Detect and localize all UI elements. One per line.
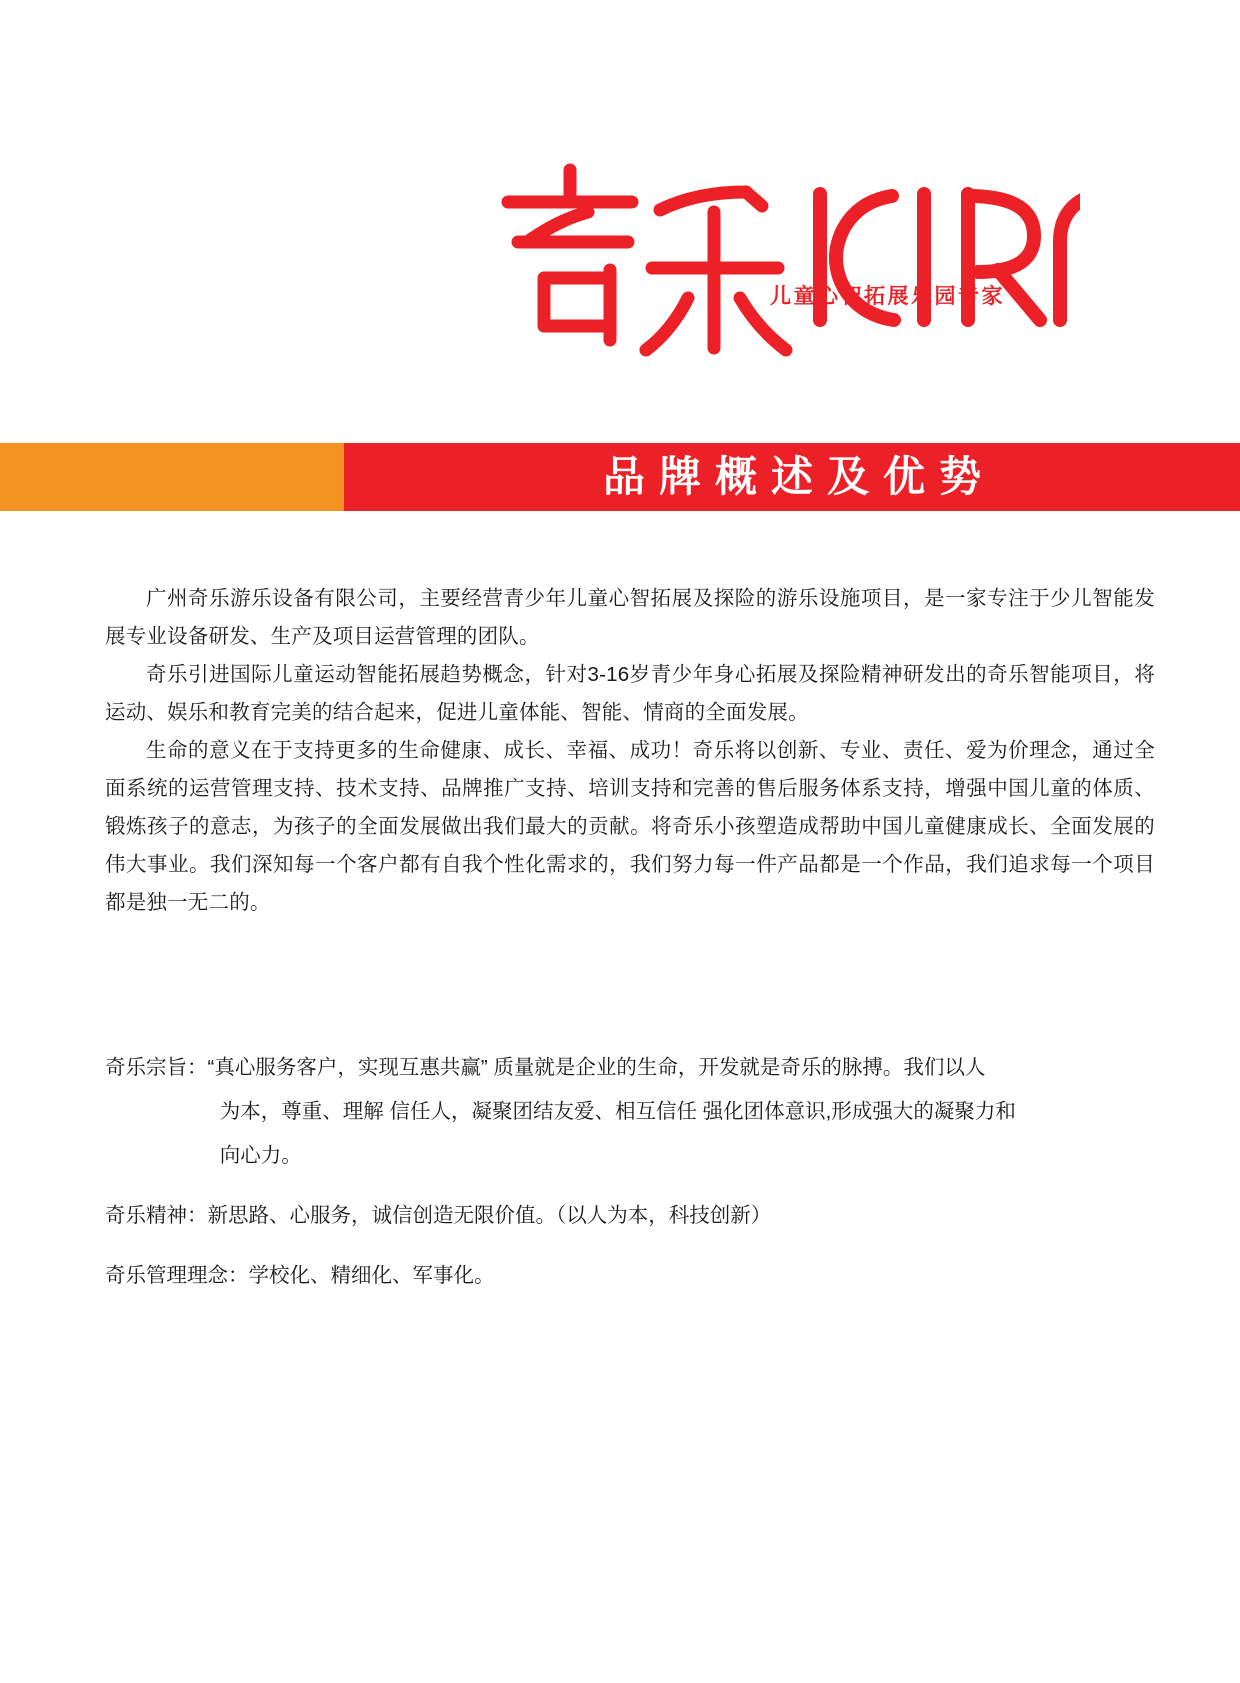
spirit-line: 奇乐精神：新思路、心服务，诚信创造无限价值。（以人为本，科技创新） — [105, 1204, 772, 1227]
logo-tagline: 儿童心智拓展乐园专家 — [770, 285, 1005, 308]
purpose-line-2: 为本，尊重、理解 信任人，凝聚团结友爱、相互信任 强化团体意识,形成强大的凝聚力和 — [219, 1100, 1016, 1123]
section-title: 品牌概述及优势 — [602, 453, 995, 500]
logo-artwork — [500, 150, 1080, 380]
paragraph-1: 广州奇乐游乐设备有限公司，主要经营青少年儿童心智拓展及探险的游乐设施项目，是一家专注于少儿智能发展专业设备研发、生产及项目运营管理的团队。 — [105, 587, 1155, 648]
purpose-line-1: 奇乐宗旨：“真心服务客户，实现互惠共赢” 质量就是企业的生命，开发就是奇乐的脉搏。我们以人 — [105, 1056, 986, 1079]
purpose-line-3: 向心力。 — [219, 1144, 302, 1167]
banner-red-block — [344, 443, 1240, 511]
section-banner — [0, 443, 1240, 511]
paragraph-3: 生命的意义在于支持更多的生命健康、成长、幸福、成功！奇乐将以创新、专业、责任、爱为价理念，通过全面系统的运营管理支持、技术支持、品牌推广支持、培训支持和完善的售后服务体系支持，增强中国儿童的体质、锻炼孩子的意志，为孩子的全面发展做出我们最大的贡献。将奇乐小孩塑造成帮助中国儿童健康成长、全面发展的伟大事业。我们深知每一个客户都有自我个性化需求的，我们努力每一件产品都是一个作品，我们追求每一个项目都是独一无二的。 — [105, 739, 1155, 914]
creed-block — [105, 1046, 1165, 1298]
management-line: 奇乐管理理念：学校化、精细化、军事化。 — [105, 1264, 495, 1287]
logo-svg — [500, 150, 1080, 380]
banner-orange-block — [0, 443, 344, 511]
company-logo — [0, 150, 1240, 380]
body-content — [105, 580, 1155, 922]
paragraph-2: 奇乐引进国际儿童运动智能拓展趋势概念，针对3-16岁青少年身心拓展及探险精神研发出的奇乐智能项目，将运动、娱乐和教育完美的结合起来，促进儿童体能、智能、情商的全面发展。 — [105, 663, 1155, 724]
